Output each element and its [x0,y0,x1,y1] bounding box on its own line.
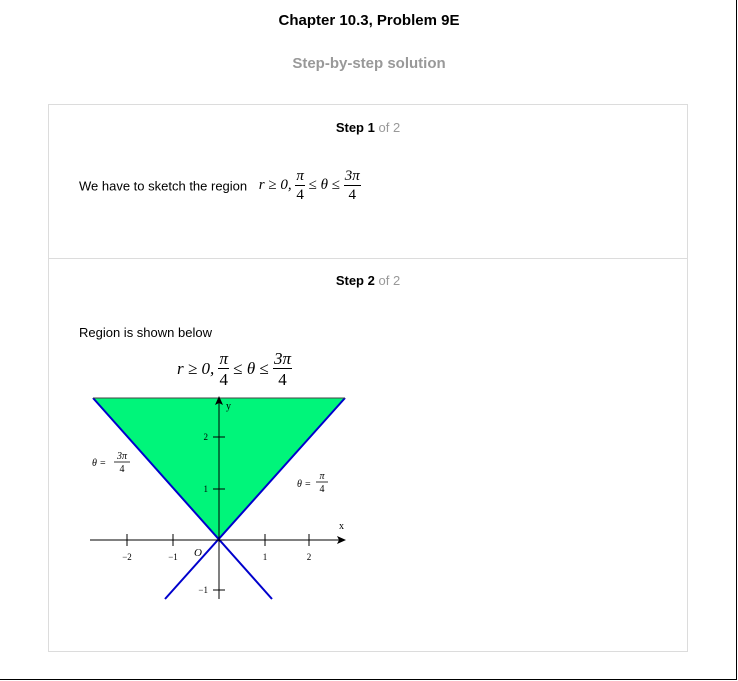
y-axis-label: y [226,401,231,412]
x-tick-label-neg1: −1 [168,552,178,562]
formula-leq: ≤ [259,359,269,378]
x-tick-label-neg2: −2 [122,552,132,562]
formula-leq: ≤ [233,359,243,378]
step-2-of-total: of 2 [378,273,401,288]
right-line-fraction-num: π [319,471,325,482]
right-line-fraction-den: 4 [319,484,325,495]
formula-fraction-3pi-over-4 [273,350,292,388]
x-tick-label-1: 1 [262,552,268,562]
formula-theta: θ [320,177,328,194]
formula-theta: θ [246,359,256,378]
left-line-fraction-den: 4 [119,464,125,475]
formula-leq: ≤ [308,177,317,194]
step-2-formula [177,350,292,388]
step-2-text: Region is shown below [79,325,212,340]
fraction-denominator: 4 [278,370,287,389]
page-subtitle: Step-by-step solution [292,55,446,72]
step-1-of-total: of 2 [378,120,401,135]
step-2 [49,258,687,651]
left-line-theta-eq: θ = [92,458,107,469]
fraction-denominator: 4 [296,187,304,203]
fraction-numerator: π [296,168,304,184]
formula-r-condition: r ≥ 0, [258,177,292,194]
fraction-denominator: 4 [348,187,356,203]
y-tick-label-neg1: −1 [198,585,208,595]
step-2-number: 2 [367,273,375,288]
step-1-label: Step [335,120,364,135]
solution-card [48,104,688,652]
formula-fraction-pi-over-4 [218,350,229,388]
formula-r-condition: r ≥ 0, [177,359,215,378]
formula-fraction-pi-over-4 [295,169,305,203]
step-1-header [49,120,687,135]
fraction-numerator: 3π [344,168,360,184]
fraction-numerator: 3π [274,349,292,368]
right-line-theta-eq: θ = [297,479,312,490]
fraction-numerator: π [219,349,228,368]
step-2-label: Step [335,273,364,288]
x-tick-label-2: 2 [306,552,312,562]
step-1-number: 1 [367,120,375,135]
step-1-text: We have to sketch the region [79,178,248,194]
y-tick-label-2: 2 [203,432,208,442]
formula-fraction-3pi-over-4 [344,169,361,203]
left-line-fraction-num: 3π [116,451,128,462]
y-tick-label-1: 1 [203,484,208,494]
x-axis-label: x [339,521,344,532]
step-2-header [49,273,687,288]
fraction-denominator: 4 [219,370,228,389]
polar-region-graph [80,390,360,606]
origin-label: O [194,547,202,559]
formula-leq: ≤ [331,177,340,194]
step-1 [49,105,687,259]
page-title: Chapter 10.3, Problem 9E [278,12,460,29]
step-1-body [79,169,361,203]
